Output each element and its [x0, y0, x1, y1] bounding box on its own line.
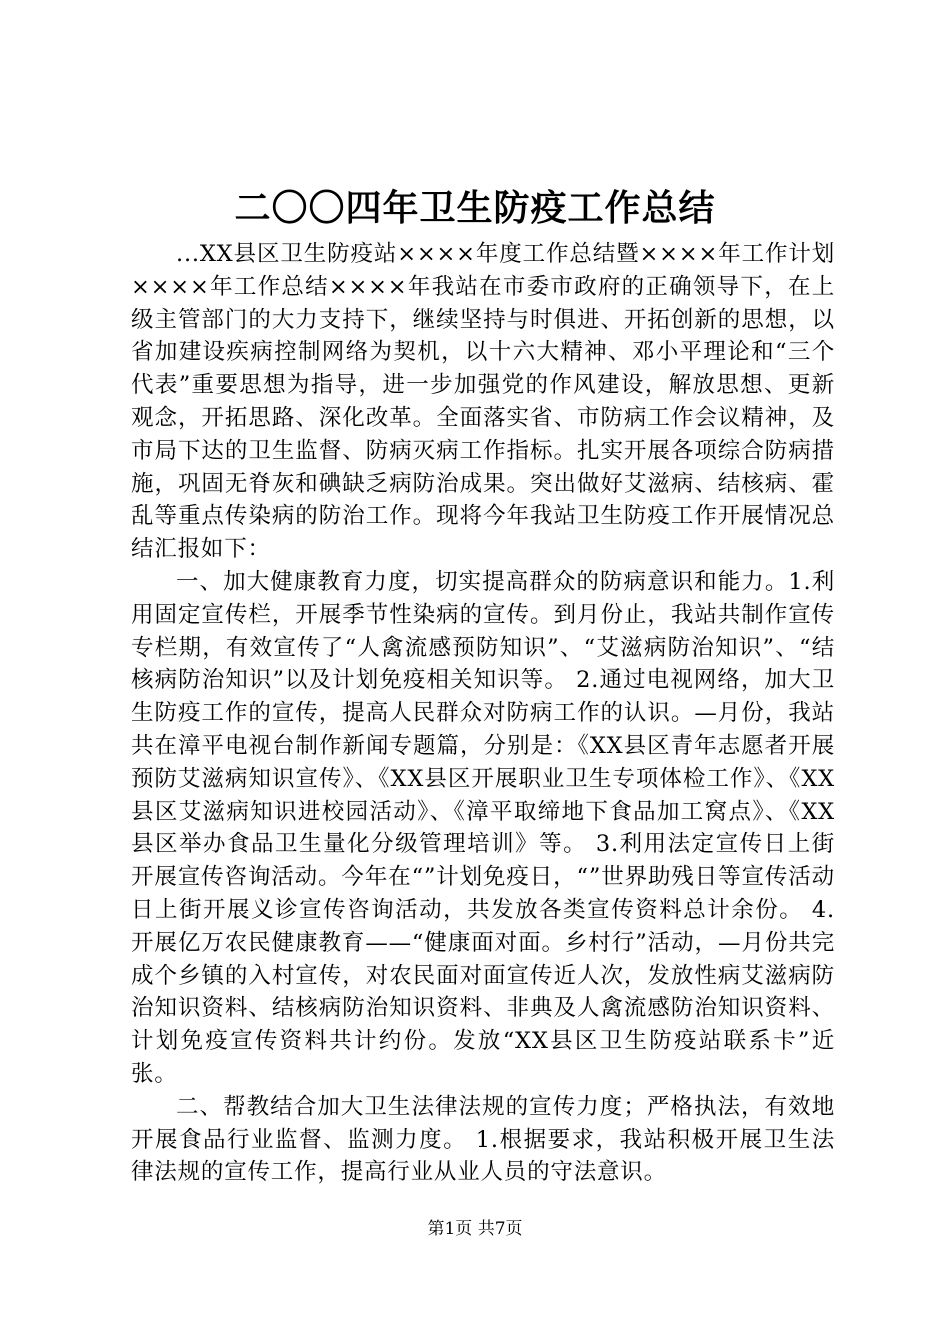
paragraph-section-2: 二、帮教结合加大卫生法律法规的宣传力度；严格执法，有效地开展食品行业监督、监测力度。 1.根据要求，我站积极开展卫生法律法规的宣传工作，提高行业从业人员的守法意识。 — [131, 1093, 835, 1186]
paragraph-section-1: 一、加大健康教育力度，切实提高群众的防病意识和能力。1.利用固定宣传栏，开展季节性染病的宣传。到月份止，我站共制作宣传专栏期，有效宣传了“人禽流感预防知识”、“艾滋病防治知识”、“结核病防治知识”以及计划免疫相关知识等。 2.通过电视网络，加大卫生防疫工作的宣传，提高人民群众对防病工作的认识。—月份，我站共在漳平电视台制作新闻专题篇，分别是：《XX县区青年志愿者开展预防艾滋病知识宣传》、《XX县区开展职业卫生专项体检工作》、《XX县区艾滋病知识进校园活动》、《漳平取缔地下食品加工窝点》、《XX县区举办食品卫生量化分级管理培训》等。 3.利用法定宣传日上街开展宣传咨询活动。今年在“”计划免疫日，“”世界助残日等宣传活动日上街开展义诊宣传咨询活动，共发放各类宣传资料总计余份。 4.开展亿万农民健康教育——“健康面对面。乡村行”活动，—月份共完成个乡镇的入村宣传，对农民面对面宣传近人次，发放性病艾滋病防治知识资料、结核病防治知识资料、非典及人禽流感防治知识资料、计划免疫宣传资料共计约份。发放“XX县区卫生防疫站联系卡”近张。 — [131, 568, 835, 1087]
paragraph-intro: ...XX县区卫生防疫站××××年度工作总结暨××××年工作计划××××年工作总结××××年我站在市委市政府的正确领导下，在上级主管部门的大力支持下，继续坚持与时俱进、开拓创新的思想，以省加建设疾病控制网络为契机，以十六大精神、邓小平理论和“三个代表”重要思想为指导，进一步加强党的作风建设，解放思想、更新观念，开拓思路、深化改革。全面落实省、市防病工作会议精神，及市局下达的卫生监督、防病灭病工作指标。扎实开展各项综合防病措施，巩固无脊灰和碘缺乏病防治成果。突出做好艾滋病、结核病、霍乱等重点传染病的防治工作。现将今年我站卫生防疫工作开展情况总结汇报如下： — [131, 241, 835, 563]
document-body — [131, 238, 835, 1189]
page-number-footer: 第1页 共7页 — [427, 1219, 523, 1239]
document-title: 二〇〇四年卫生防疫工作总结 — [234, 187, 716, 229]
